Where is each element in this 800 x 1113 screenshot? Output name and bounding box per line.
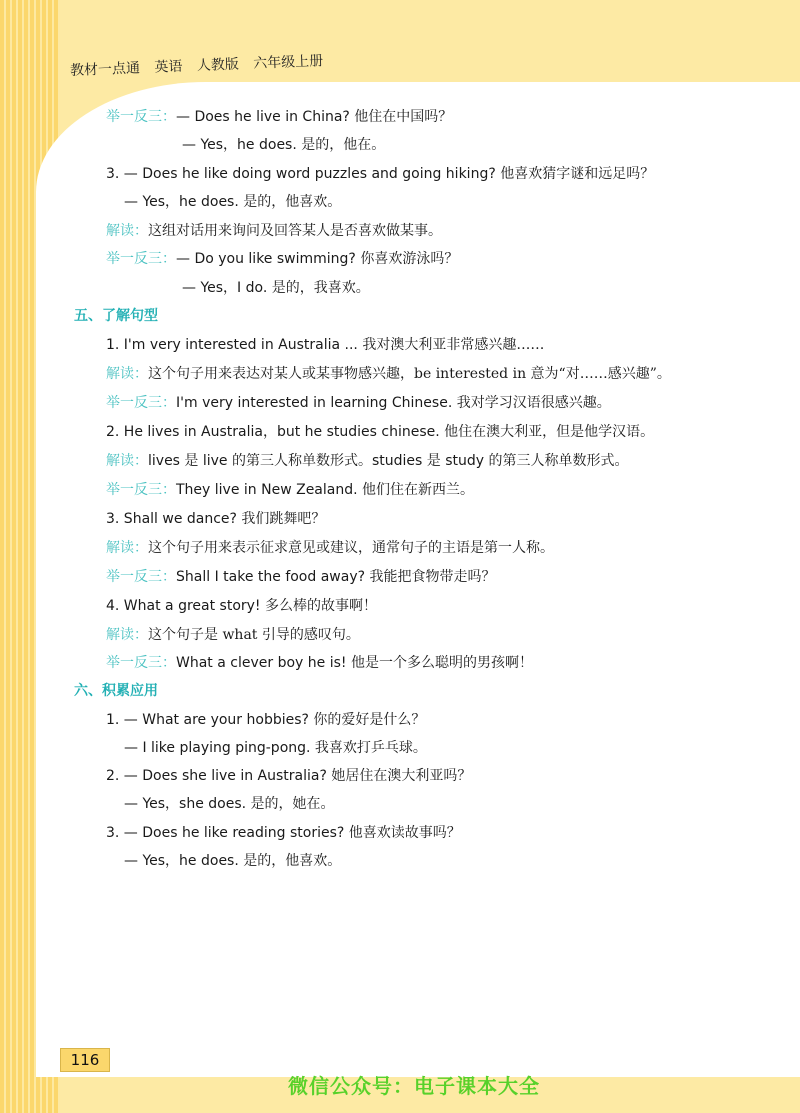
header-subject: 英语 [154, 58, 183, 76]
text-line [106, 509, 325, 529]
line-english: — Yes，he does. [182, 137, 297, 153]
page-number: 116 [60, 1048, 110, 1072]
line-english: — Do you like swimming? [176, 251, 356, 267]
text-line [106, 422, 654, 442]
line-chinese: 他喜欢猜字谜和远足吗？ [495, 166, 655, 182]
line-chinese: 她居住在澳大利亚吗？ [326, 768, 472, 784]
line-english: They live in New Zealand. [176, 482, 358, 498]
line-english: 2. He lives in Australia，but he studies chinese. [106, 424, 440, 440]
line-english: — I like playing ping-pong. [124, 740, 311, 756]
line-english: — Yes，he does. [124, 853, 239, 869]
line-english: 1. — What are your hobbies? [106, 712, 309, 728]
line-chinese: 我能把食物带走吗？ [365, 569, 496, 585]
line-label: 举一反三： [106, 655, 176, 671]
line-chinese: 他住在中国吗？ [349, 109, 453, 125]
text-line [106, 221, 442, 241]
line-label: 举一反三： [106, 251, 176, 267]
text-line [106, 567, 496, 587]
text-line [124, 794, 335, 814]
line-label: 解读： [106, 627, 148, 643]
header-edition: 人教版 [196, 56, 240, 75]
line-chinese: 我喜欢打乒乓球。 [310, 740, 427, 756]
text-line [106, 766, 471, 786]
text-line [106, 653, 533, 673]
line-english: I'm very interested in learning Chinese. [176, 395, 453, 411]
line-label: 解读： [106, 223, 148, 239]
line-english: — Yes，she does. [124, 796, 247, 812]
text-line [106, 249, 458, 269]
text-line [124, 192, 341, 212]
line-chinese: 这个句子用来表达对某人或某事物感兴趣，be interested in 意为“对……感兴趣”。 [148, 366, 671, 382]
line-english: 2. — Does she live in Australia? [106, 768, 327, 784]
line-label: 解读： [106, 453, 148, 469]
text-line [106, 625, 360, 645]
line-chinese: 是的，他在。 [296, 137, 386, 153]
text-line [106, 538, 554, 558]
line-label: 解读： [106, 366, 148, 382]
line-chinese: 是的，我喜欢。 [267, 280, 370, 296]
line-english: 3. — Does he like reading stories? [106, 825, 345, 841]
line-chinese: 你的爱好是什么？ [308, 712, 426, 728]
line-english: 1. I'm very interested in Australia ... [106, 337, 358, 353]
text-line [106, 164, 654, 184]
text-line [106, 335, 544, 355]
text-line [106, 364, 671, 384]
line-chinese: 你喜欢游泳吗？ [355, 251, 459, 267]
line-english: — Yes，he does. [124, 194, 239, 210]
line-english: — Yes，I do. [182, 280, 268, 296]
line-chinese: 我对学习汉语很感兴趣。 [452, 395, 611, 411]
line-chinese: 他住在澳大利亚，但是他学汉语。 [439, 424, 655, 440]
line-chinese: 这组对话用来询问及回答某人是否喜欢做某事。 [148, 223, 442, 239]
line-chinese: 我们跳舞吧？ [236, 511, 326, 527]
line-english: Shall I take the food away? [176, 569, 366, 585]
line-english: What a clever boy he is! [176, 655, 347, 671]
line-english: 4. What a great story! [106, 598, 261, 614]
line-english: — Does he live in China? [176, 109, 350, 125]
line-chinese: 这个句子用来表示征求意见或建议，通常句子的主语是第一人称。 [148, 540, 554, 556]
line-chinese: 他们住在新西兰。 [357, 482, 475, 498]
line-chinese: 多么棒的故事啊！ [260, 598, 377, 614]
text-line [106, 710, 425, 730]
section-heading: 五、了解句型 [74, 308, 158, 324]
text-line [106, 823, 461, 843]
line-label: 举一反三： [106, 395, 176, 411]
line-english: 3. Shall we dance? [106, 511, 237, 527]
text-line [106, 107, 452, 127]
header-book: 教材一点通 [69, 60, 141, 79]
text-line [106, 596, 377, 616]
line-label: 举一反三： [106, 482, 176, 498]
line-chinese: 这个句子是 what 引导的感叹句。 [148, 627, 360, 643]
line-english: lives 是 live 的第三人称单数形式。studies 是 study 的第三人称单数形式。 [148, 453, 629, 469]
line-chinese: 我对澳大利亚非常感兴趣…… [357, 337, 545, 353]
text-line [124, 851, 341, 871]
text-line [106, 480, 474, 500]
line-label: 解读： [106, 540, 148, 556]
text-line [124, 738, 427, 758]
text-line [182, 135, 385, 155]
text-line [182, 278, 370, 298]
text-line [106, 451, 629, 471]
line-chinese: 是的，她在。 [246, 796, 335, 812]
line-chinese: 他是一个多么聪明的男孩啊！ [346, 655, 533, 671]
running-header [70, 50, 334, 80]
text-line [106, 393, 611, 413]
line-label: 举一反三： [106, 109, 176, 125]
line-label: 举一反三： [106, 569, 176, 585]
line-chinese: 是的，他喜欢。 [238, 853, 342, 869]
section-heading: 六、积累应用 [74, 683, 158, 699]
line-english: 3. — Does he like doing word puzzles and going hiking? [106, 166, 496, 182]
watermark-text: 微信公众号：电子课本大全 [288, 1074, 540, 1098]
line-chinese: 他喜欢读故事吗？ [344, 825, 461, 841]
header-grade: 六年级上册 [252, 53, 324, 72]
line-chinese: 是的，他喜欢。 [238, 194, 342, 210]
